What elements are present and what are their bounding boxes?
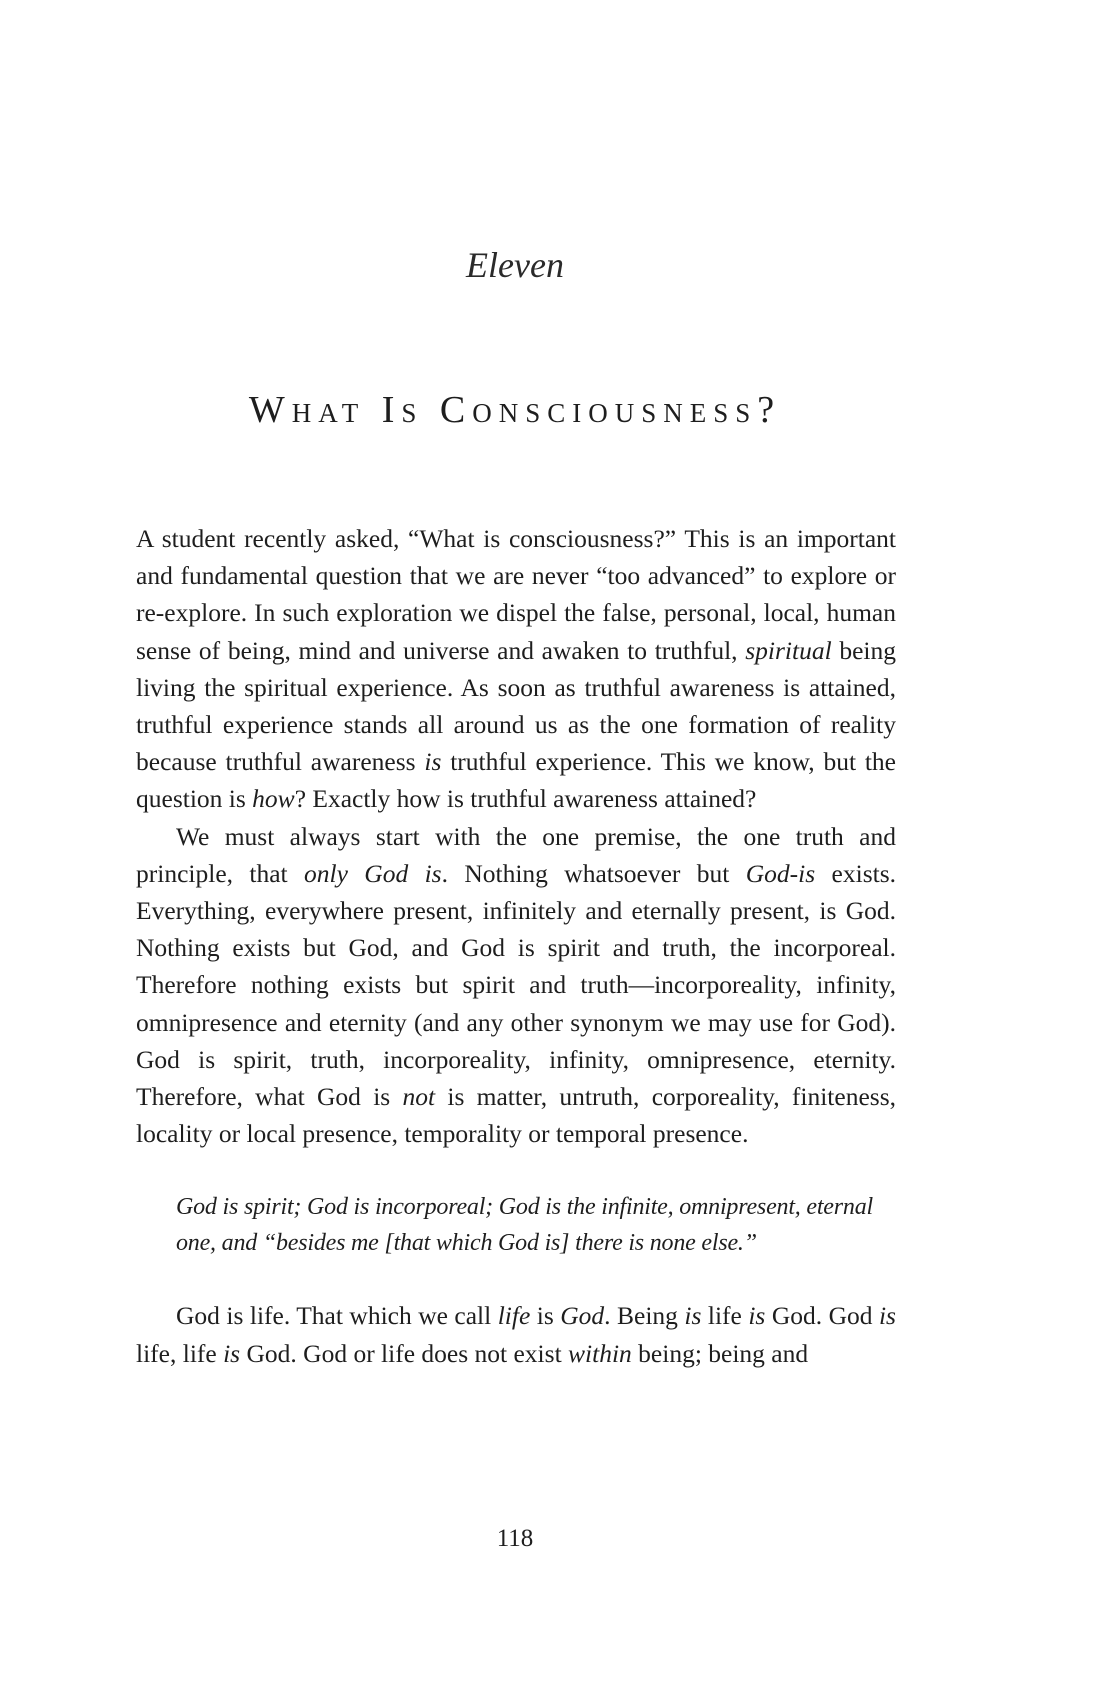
block-quote — [176, 1189, 896, 1261]
paragraph — [136, 1297, 896, 1371]
text-run: is matter, untruth, corporeality, finiteness, locality or local presence, temporality or temporal presence. — [136, 1082, 897, 1149]
italic-text: God — [560, 1301, 605, 1331]
italic-text: not — [402, 1082, 436, 1112]
italic-text: is — [223, 1338, 241, 1368]
italic-text: God-is — [745, 858, 816, 888]
italic-text: how — [252, 784, 295, 814]
text-run: exists. Everything, everywhere present, infinitely and eternally present, is God. Nothing exists but God, and God is spirit and truth, the incorporeal. Therefore nothing exists but spirit and truth—incorporeality, infinity, omnipresence and eternity (and any other synonym we may use for God). God is spirit, truth, incorporeality, infinity, omnipresence, eternity. Therefore, what God is — [136, 858, 897, 1112]
italic-text: only God is — [304, 858, 442, 888]
italic-text: is — [424, 747, 442, 777]
text-run: God. God or life does not exist — [240, 1338, 569, 1368]
text-run: ? Exactly how is truthful awareness attained? — [294, 784, 757, 814]
text-run: A student recently asked, “What is consciousness?” This is an important and fundamental question that we are never “too advanced” to explore or re-explore. In such exploration we dispel the false, personal, local, human sense of being, mind and universe and awaken to truthful, — [136, 524, 896, 665]
italic-text: life — [497, 1301, 531, 1331]
paragraph — [136, 520, 896, 818]
text-run: . Being — [604, 1301, 685, 1331]
text-run: We must always start with the one premise, the one truth and principle, that — [136, 821, 896, 888]
text-run: . Nothing whatsoever but — [441, 858, 746, 888]
text-run: is — [530, 1301, 561, 1331]
text-run: life — [701, 1301, 749, 1331]
text-run: God. God — [765, 1301, 879, 1331]
italic-text: is — [748, 1301, 766, 1331]
text-run: life, life — [136, 1338, 224, 1368]
italic-text: spiritual — [745, 635, 832, 665]
italic-text: is — [878, 1301, 896, 1331]
chapter-title: What Is Consciousness? — [248, 389, 782, 431]
body-text — [136, 520, 896, 1372]
chapter-number: Eleven — [466, 245, 564, 285]
paragraph — [136, 818, 896, 1153]
text-run: being; being and — [631, 1338, 809, 1368]
italic-text: is — [684, 1301, 702, 1331]
text-run: God is life. That which we call — [176, 1301, 498, 1331]
italic-text: within — [568, 1338, 632, 1368]
page-number: 118 — [496, 1525, 534, 1552]
text-run: truthful experience. This we know, but the question is — [136, 747, 896, 814]
text-run: being living the spiritual experience. As soon as truthful awareness is attained, truthful experience stands all around us as the one formation of reality because truthful awareness — [136, 635, 896, 777]
quote-line: God is spirit; God is incorporeal; God is the infinite, omnipresent, eternal — [176, 1194, 873, 1221]
quote-line: one, and “besides me [that which God is] there is none else.” — [176, 1230, 757, 1257]
